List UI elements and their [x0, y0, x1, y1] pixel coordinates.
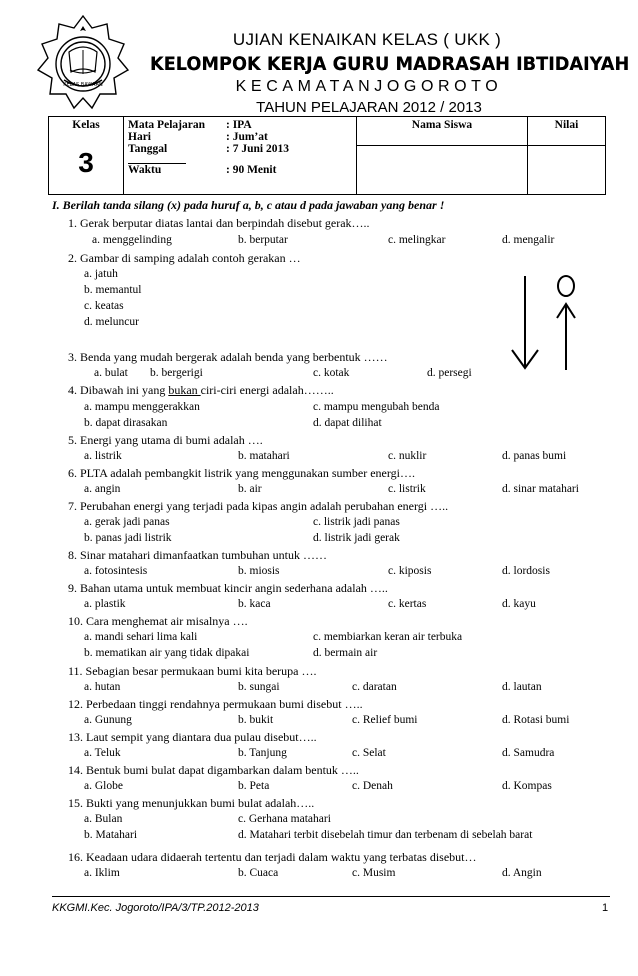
question-5: 5. Energi yang utama di bumi adalah …. [68, 433, 263, 447]
q9-option-a[interactable]: a. plastik [84, 598, 126, 610]
q2-option-c[interactable]: c. keatas [84, 300, 124, 312]
nilai-cell [528, 117, 606, 195]
kelas-label: Kelas [72, 119, 100, 131]
q1-option-a[interactable]: a. menggelinding [92, 234, 172, 246]
question-4 [68, 383, 334, 398]
q3-option-c[interactable]: c. kotak [313, 367, 350, 379]
q16-option-c[interactable]: c. Musim [352, 867, 396, 879]
nama-label: Nama Siswa [357, 117, 527, 146]
nama-cell [357, 117, 528, 195]
hari-value: : Jum’at [226, 131, 268, 143]
q16-option-a[interactable]: a. Iklim [84, 867, 120, 879]
q4-option-d[interactable]: d. dapat dilihat [313, 417, 382, 429]
q13-option-c[interactable]: c. Selat [352, 747, 386, 759]
question-14: 14. Bentuk bumi bulat dapat digambarkan dalam bentuk ….. [68, 763, 359, 777]
school-year: TAHUN PELAJARAN 2012 / 2013 [256, 99, 482, 116]
exam-title: UJIAN KENAIKAN KELAS ( UKK ) [232, 30, 502, 49]
q13-option-a[interactable]: a. Teluk [84, 747, 121, 759]
q6-option-c[interactable]: c. listrik [388, 483, 426, 495]
info-table [48, 116, 606, 195]
question-10: 10. Cara menghemat air misalnya …. [68, 614, 248, 628]
question-12: 12. Perbedaan tinggi rendahnya permukaan bumi disebut ….. [68, 697, 363, 711]
nilai-label: Nilai [528, 117, 605, 146]
q4-text-underlined: bukan [168, 383, 201, 397]
q4-option-a[interactable]: a. mampu menggerakkan [84, 401, 200, 413]
q10-option-a[interactable]: a. mandi sehari lima kali [84, 631, 198, 643]
question-2: 2. Gambar di samping adalah contoh gerakan … [68, 251, 301, 265]
q16-option-b[interactable]: b. Cuaca [238, 867, 279, 879]
kelas-cell [49, 117, 124, 195]
tanggal-value: : 7 Juni 2013 [226, 143, 289, 155]
q8-option-b[interactable]: b. miosis [238, 565, 280, 577]
q7-option-a[interactable]: a. gerak jadi panas [84, 516, 170, 528]
q16-option-d[interactable]: d. Angin [502, 867, 542, 879]
q14-option-b[interactable]: b. Peta [238, 780, 270, 792]
q12-option-b[interactable]: b. bukit [238, 714, 274, 726]
q10-option-b[interactable]: b. mematikan air yang tidak dipakai [84, 647, 250, 659]
organization-title: KELOMPOK KERJA GURU MADRASAH IBTIDAIYAH [150, 53, 630, 75]
q8-option-a[interactable]: a. fotosintesis [84, 565, 148, 577]
q9-option-b[interactable]: b. kaca [238, 598, 271, 610]
q5-option-d[interactable]: d. panas bumi [502, 450, 567, 462]
q14-option-d[interactable]: d. Kompas [502, 780, 552, 792]
q4-option-c[interactable]: c. mampu mengubah benda [313, 401, 440, 413]
q10-option-c[interactable]: c. membiarkan keran air terbuka [313, 631, 463, 643]
question-11: 11. Sebagian besar permukaan bumi kita berupa …. [68, 664, 317, 678]
q1-option-c[interactable]: c. melingkar [388, 234, 446, 246]
q4-option-b[interactable]: b. dapat dirasakan [84, 417, 168, 429]
q15-option-b[interactable]: b. Matahari [84, 829, 138, 841]
q6-option-b[interactable]: b. air [238, 483, 262, 495]
bounce-picture [506, 268, 586, 376]
q1-option-b[interactable]: b. berputar [238, 234, 288, 246]
q10-option-d[interactable]: d. bermain air [313, 647, 378, 659]
q15-option-d[interactable]: d. Matahari terbit disebelah timur dan terbenam di sebelah barat [238, 829, 533, 841]
q13-option-b[interactable]: b. Tanjung [238, 747, 287, 759]
q12-option-d[interactable]: d. Rotasi bumi [502, 714, 570, 726]
tanggal-label: Tanggal [128, 143, 168, 155]
q3-option-d[interactable]: d. persegi [427, 367, 472, 379]
page-number: 1 [602, 902, 609, 914]
footer-divider [52, 896, 610, 897]
q14-option-a[interactable]: a. Globe [84, 780, 123, 792]
q6-option-d[interactable]: d. sinar matahari [502, 483, 579, 495]
question-8: 8. Sinar matahari dimanfaatkan tumbuhan untuk …… [68, 548, 327, 562]
q3-option-b[interactable]: b. bergerigi [150, 367, 203, 379]
q9-option-d[interactable]: d. kayu [502, 598, 536, 610]
waktu-value: : 90 Menit [226, 164, 277, 176]
hari-label: Hari [128, 131, 151, 143]
q4-text-pre: 4. Dibawah ini yang [68, 383, 169, 397]
q5-option-c[interactable]: c. nuklir [388, 450, 427, 462]
question-1: 1. Gerak berputar diatas lantai dan berpindah disebut gerak….. [68, 216, 370, 230]
question-7: 7. Perubahan energi yang terjadi pada kipas angin adalah perubahan energi ….. [68, 499, 449, 513]
q9-option-c[interactable]: c. kertas [388, 598, 427, 610]
question-15: 15. Bukti yang menunjukkan bumi bulat adalah….. [68, 796, 315, 810]
q5-option-a[interactable]: a. listrik [84, 450, 122, 462]
q7-option-b[interactable]: b. panas jadi listrik [84, 532, 172, 544]
district-title: KECAMATANJOGOROTO [235, 78, 503, 95]
q13-option-d[interactable]: d. Samudra [502, 747, 555, 759]
q11-option-d[interactable]: d. lautan [502, 681, 542, 693]
q6-option-a[interactable]: a. angin [84, 483, 121, 495]
footer-code: KKGMI.Kec. Jogoroto/IPA/3/TP.2012-2013 [52, 902, 259, 914]
question-13: 13. Laut sempit yang diantara dua pulau disebut….. [68, 730, 317, 744]
q5-option-b[interactable]: b. matahari [238, 450, 290, 462]
q14-option-c[interactable]: c. Denah [352, 780, 393, 792]
q12-option-a[interactable]: a. Gunung [84, 714, 132, 726]
q8-option-c[interactable]: c. kiposis [388, 565, 432, 577]
q2-option-d[interactable]: d. meluncur [84, 316, 139, 328]
question-9: 9. Bahan utama untuk membuat kincir angin sederhana adalah ….. [68, 581, 388, 595]
q7-option-d[interactable]: d. listrik jadi gerak [313, 532, 400, 544]
question-3: 3. Benda yang mudah bergerak adalah benda yang berbentuk …… [68, 350, 388, 364]
subject-cell [124, 117, 357, 195]
q15-option-c[interactable]: c. Gerhana matahari [238, 813, 331, 825]
q8-option-d[interactable]: d. lordosis [502, 565, 550, 577]
q1-option-d[interactable]: d. mengalir [502, 234, 555, 246]
kelas-value: 3 [78, 147, 94, 178]
q11-option-c[interactable]: c. daratan [352, 681, 397, 693]
q15-option-a[interactable]: a. Bulan [84, 813, 123, 825]
waktu-label: Waktu [128, 164, 162, 176]
q4-text-post: ciri-ciri energi adalah…….. [200, 383, 334, 397]
logo-text: KELAS BAWAAN [63, 82, 103, 88]
q3-option-a[interactable]: a. bulat [94, 367, 128, 379]
q2-option-b[interactable]: b. memantul [84, 284, 142, 296]
q12-option-c[interactable]: c. Relief bumi [352, 714, 418, 726]
mapel-label: Mata Pelajaran [128, 119, 205, 131]
q2-option-a[interactable]: a. jatuh [84, 268, 118, 280]
question-6: 6. PLTA adalah pembangkit listrik yang menggunakan sumber energi…. [68, 466, 415, 480]
mapel-value: : IPA [226, 119, 252, 131]
q11-option-a[interactable]: a. hutan [84, 681, 121, 693]
question-16: 16. Keadaan udara didaerah tertentu dan terjadi dalam waktu yang terbatas disebut… [68, 850, 477, 864]
instruction: I. Berilah tanda silang (x) pada huruf a, b, c atau d pada jawaban yang benar ! [52, 198, 445, 212]
q7-option-c[interactable]: c. listrik jadi panas [313, 516, 400, 528]
q11-option-b[interactable]: b. sungai [238, 681, 280, 693]
